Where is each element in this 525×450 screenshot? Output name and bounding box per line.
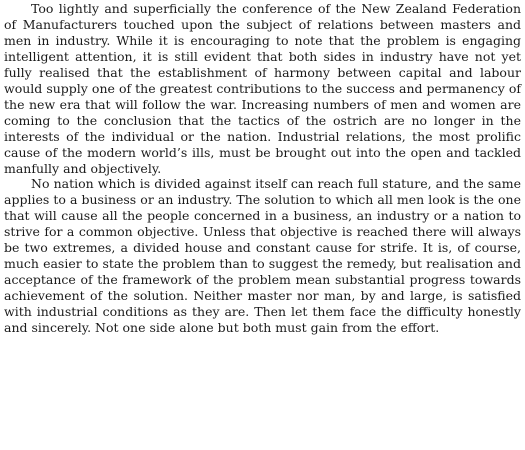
paragraph-industrial-relations: Too lightly and superficially the conference of the New Zealand Federation of Manufacturers touched upon the subject of relations between masters and men in industry. While it is encouraging to note that the problem is engaging intelligent attention, it is still evident that both sides in industry have not yet fully realised that the establishment of harmony between capital and labour would supply one of the greatest contributions to the success and permanency of the new era that will follow the war. Increasing numbers of men and women are coming to the conclusion that the tactics of the ostrich are no longer in the interests of the individual or the nation. Industrial relations, the most prolific cause of the modern world’s ills, must be brought out into the open and tackled manfully and objectively. [4, 1, 521, 176]
paragraph-common-objective: No nation which is divided against itself can reach full stature, and the same applies to a business or an industry. The solution to which all men look is the one that will cause all the people concerned in a business, an industry or a nation to strive for a common objective. Unless that objective is reached there will always be two extremes, a divided house and constant cause for strife. It is, of course, much easier to state the problem than to suggest the remedy, but realisation and acceptance of the framework of the problem mean substantial progress towards achievement of the solution. Neither master nor man, by and large, is satisfied with industrial conditions as they are. Then let them face the difficulty honestly and sincerely. Not one side alone but both must gain from the effort. [4, 176, 521, 336]
